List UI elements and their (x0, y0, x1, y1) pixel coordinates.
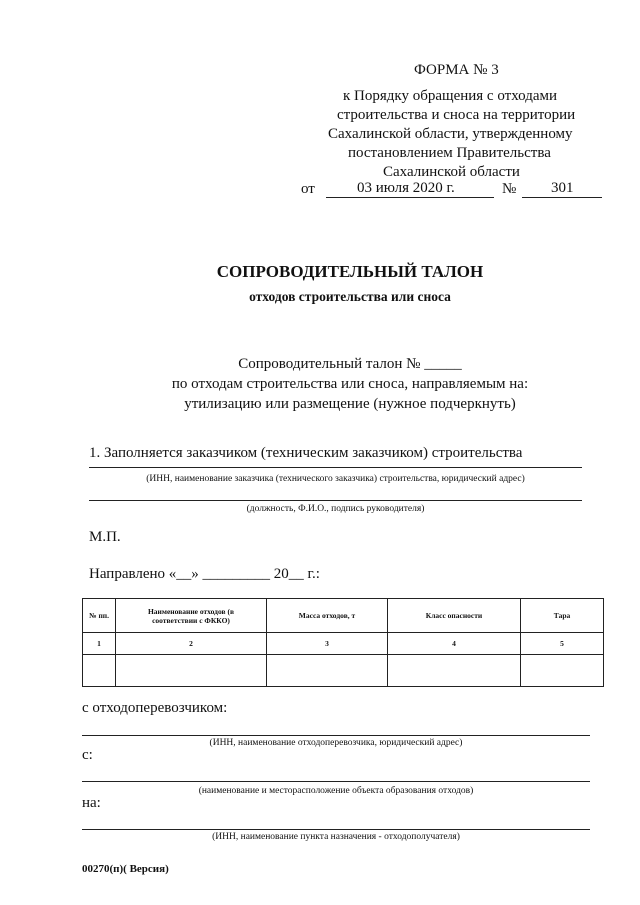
empty-cell[interactable] (521, 655, 604, 687)
header-line-2: строительства и сноса на территории (337, 107, 576, 123)
section1-heading: 1. Заполняется заказчиком (техническим заказчиком) строительства (89, 445, 523, 461)
col-number-5: 5 (521, 633, 604, 655)
footer-code: 00270(п)( Версия) (82, 863, 169, 875)
document-subtitle: отходов строительства или сноса (249, 289, 451, 304)
number-label: № (502, 181, 517, 197)
col-number-3: 3 (267, 633, 388, 655)
signature-line (89, 500, 582, 501)
order-number: 301 (551, 180, 574, 196)
ticket-line-1: Сопроводительный талон № _____ (238, 356, 462, 372)
table-number-row (83, 633, 604, 655)
from-label: от (301, 181, 315, 197)
destination-label: на: (82, 795, 101, 811)
empty-cell[interactable] (388, 655, 521, 687)
header-waste-name: Наименование отходов (в соответствии с ФККО) (116, 599, 267, 633)
empty-cell[interactable] (267, 655, 388, 687)
header-line-1: к Порядку обращения с отходами (343, 88, 557, 104)
customer-line (89, 467, 582, 468)
table-empty-row (83, 655, 604, 687)
destination-line (82, 829, 590, 830)
ticket-line-3: утилизацию или размещение (нужное подчеркнуть) (184, 396, 516, 412)
form-title: ФОРМА № 3 (414, 62, 499, 78)
document-title: СОПРОВОДИТЕЛЬНЫЙ ТАЛОН (216, 262, 484, 281)
header-hazard-class: Класс опасности (388, 599, 521, 633)
from-object-caption: (наименование и месторасположение объекта образования отходов) (198, 786, 474, 796)
carrier-label: с отходоперевозчиком: (82, 700, 228, 716)
table-header-row (83, 599, 604, 633)
header-number: № пп. (83, 599, 116, 633)
stamp-label: М.П. (89, 529, 121, 545)
col-number-2: 2 (116, 633, 267, 655)
number-underline (522, 197, 602, 198)
sent-date: Направлено «__» _________ 20__ г.: (89, 566, 320, 582)
carrier-line (82, 735, 590, 736)
header-mass: Масса отходов, т (267, 599, 388, 633)
destination-caption: (ИНН, наименование пункта назначения - отходополучателя) (212, 832, 460, 842)
order-date: 03 июля 2020 г. (357, 180, 455, 196)
col-number-4: 4 (388, 633, 521, 655)
date-underline (326, 197, 494, 198)
from-object-line (82, 781, 590, 782)
customer-caption: (ИНН, наименование заказчика (технического заказчика) строительства, юридический адрес) (146, 474, 525, 484)
from-object-label: с: (82, 747, 93, 763)
empty-cell[interactable] (116, 655, 267, 687)
ticket-line-2: по отходам строительства или сноса, направляемым на: (171, 376, 529, 392)
header-line-3: Сахалинской области, утвержденному (328, 126, 573, 142)
empty-cell[interactable] (83, 655, 116, 687)
header-line-5: Сахалинской области (383, 164, 520, 180)
signature-caption: (должность, Ф.И.О., подпись руководителя) (246, 504, 425, 514)
header-line-4: постановлением Правительства (348, 145, 551, 161)
header-container: Тара (521, 599, 604, 633)
col-number-1: 1 (83, 633, 116, 655)
carrier-caption: (ИНН, наименование отходоперевозчика, юридический адрес) (209, 738, 463, 748)
waste-table (82, 598, 604, 687)
